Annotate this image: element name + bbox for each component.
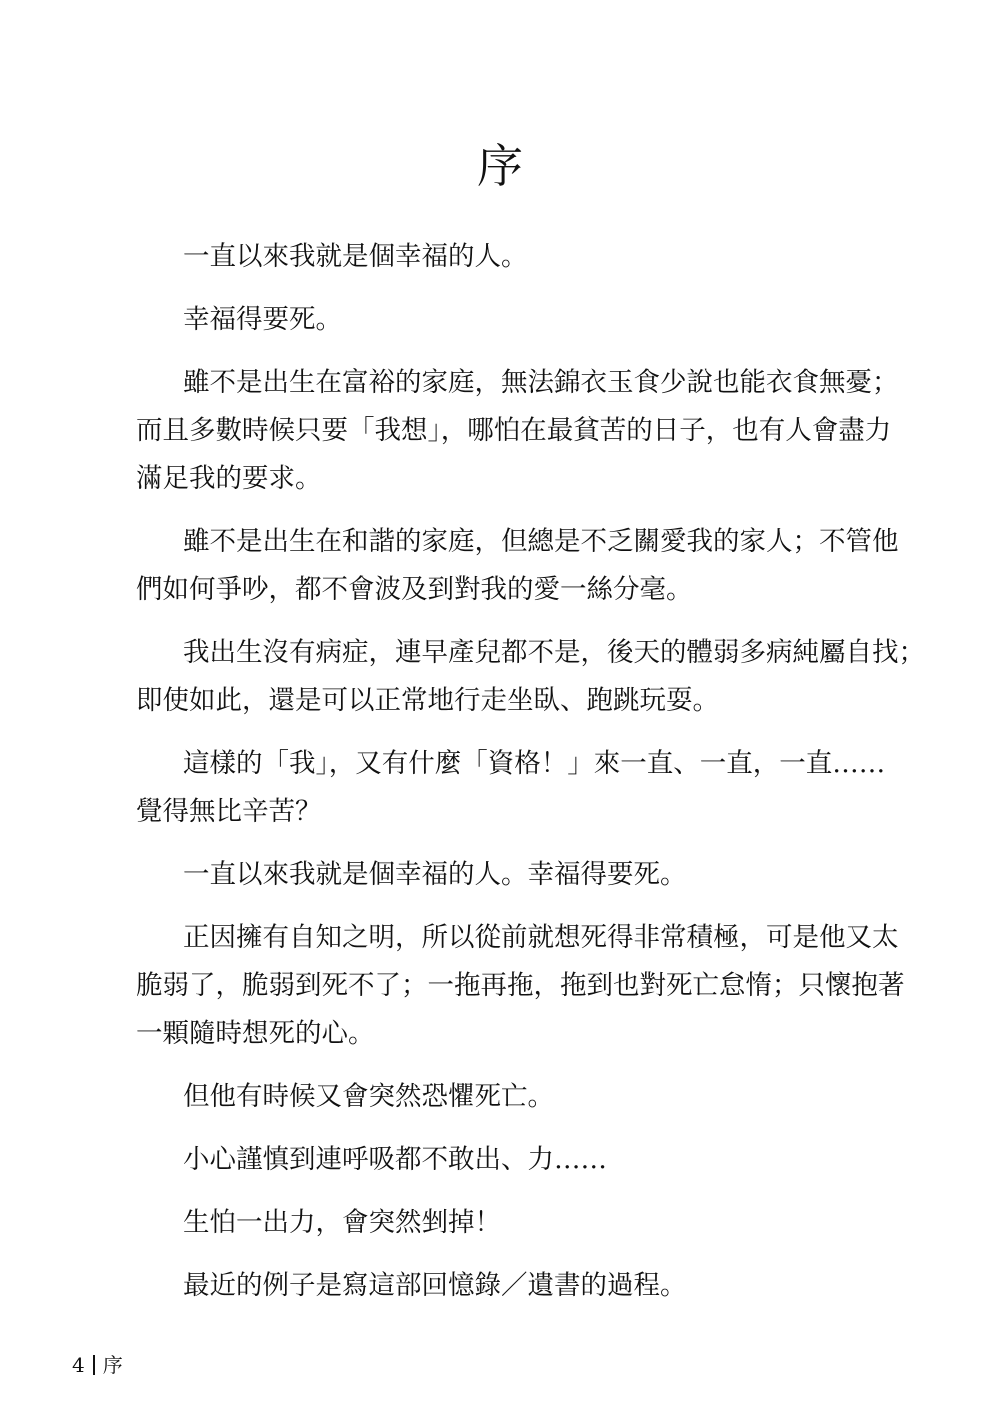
paragraph-line: 一直以來我就是個幸福的人。幸福得要死。 <box>183 859 687 890</box>
paragraph-line: 幸福得要死。 <box>183 304 342 335</box>
paragraph-line: 覺得無比辛苦？ <box>136 796 322 827</box>
paragraph-line: 小心謹慎到連呼吸都不敢出、力…… <box>183 1144 607 1175</box>
paragraph-line: 正因擁有自知之明，所以從前就想死得非常積極，可是他又太 <box>183 922 899 953</box>
page-footer <box>72 1352 123 1378</box>
footer-section: 序 <box>102 1353 123 1377</box>
paragraph-line: 這樣的「我」，又有什麼「資格！」來一直、一直，一直…… <box>183 748 886 779</box>
paragraph-line: 但他有時候又會突然恐懼死亡。 <box>183 1081 554 1112</box>
paragraph-line: 而且多數時候只要「我想」，哪怕在最貧苦的日子，也有人會盡力 <box>136 415 892 446</box>
paragraph-line: 最近的例子是寫這部回憶錄／遺書的過程。 <box>183 1270 687 1301</box>
paragraph-line: 一顆隨時想死的心。 <box>136 1018 375 1049</box>
page-number: 4 <box>72 1353 85 1377</box>
paragraph-line: 滿足我的要求。 <box>136 463 322 494</box>
paragraph-line: 雖不是出生在富裕的家庭，無法錦衣玉食少說也能衣食無憂； <box>183 367 899 398</box>
paragraph-line: 生怕一出力，會突然剉掉！ <box>183 1207 501 1238</box>
paragraph-line: 們如何爭吵，都不會波及到對我的愛一絲分毫。 <box>136 574 693 605</box>
paragraph-line: 雖不是出生在和諧的家庭，但總是不乏關愛我的家人；不管他 <box>183 526 899 557</box>
page-title: 序 <box>477 139 523 193</box>
footer-divider <box>93 1355 95 1375</box>
paragraph-line: 我出生沒有病症，連早產兒都不是，後天的體弱多病純屬自找； <box>183 637 925 668</box>
paragraph-line: 脆弱了，脆弱到死不了；一拖再拖，拖到也對死亡怠惰；只懷抱著 <box>136 970 905 1001</box>
paragraph-line: 即使如此，還是可以正常地行走坐臥、跑跳玩耍。 <box>136 685 719 716</box>
paragraph-line: 一直以來我就是個幸福的人。 <box>183 241 528 272</box>
